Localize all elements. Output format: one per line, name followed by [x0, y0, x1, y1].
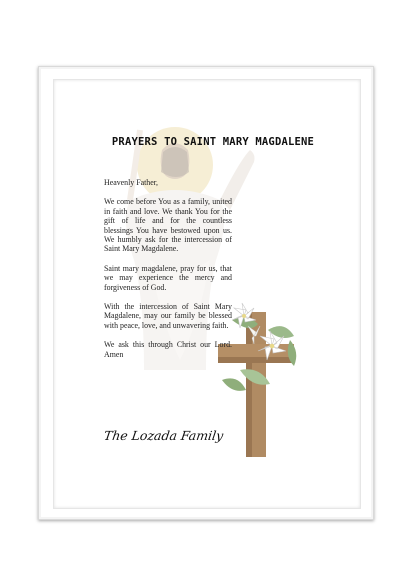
- prayer-paragraph: We ask this through Christ our Lord. Amen: [104, 340, 232, 359]
- prayer-paragraph: We come before You as a family, united in faith and love. We thank You for the gift of life and for the countless blessings You have bestowed upon us. We humbly ask for the intercession of Saint Mary Magdalene.: [104, 197, 232, 254]
- prayer-text: [104, 178, 232, 369]
- greeting: Heavenly Father,: [104, 178, 159, 187]
- prayer-paragraph: Saint mary magdalene, pray for us, that we may experience the mercy and forgiveness of God.: [104, 263, 232, 292]
- page-title: PRAYERS TO SAINT MARY MAGDALENE: [111, 136, 315, 148]
- family-signature: The Lozada Family: [102, 428, 225, 443]
- prayer-paragraph: With the intercession of Saint Mary Magdalene, may our family be blessed with peace, love, and unwavering faith.: [104, 302, 232, 330]
